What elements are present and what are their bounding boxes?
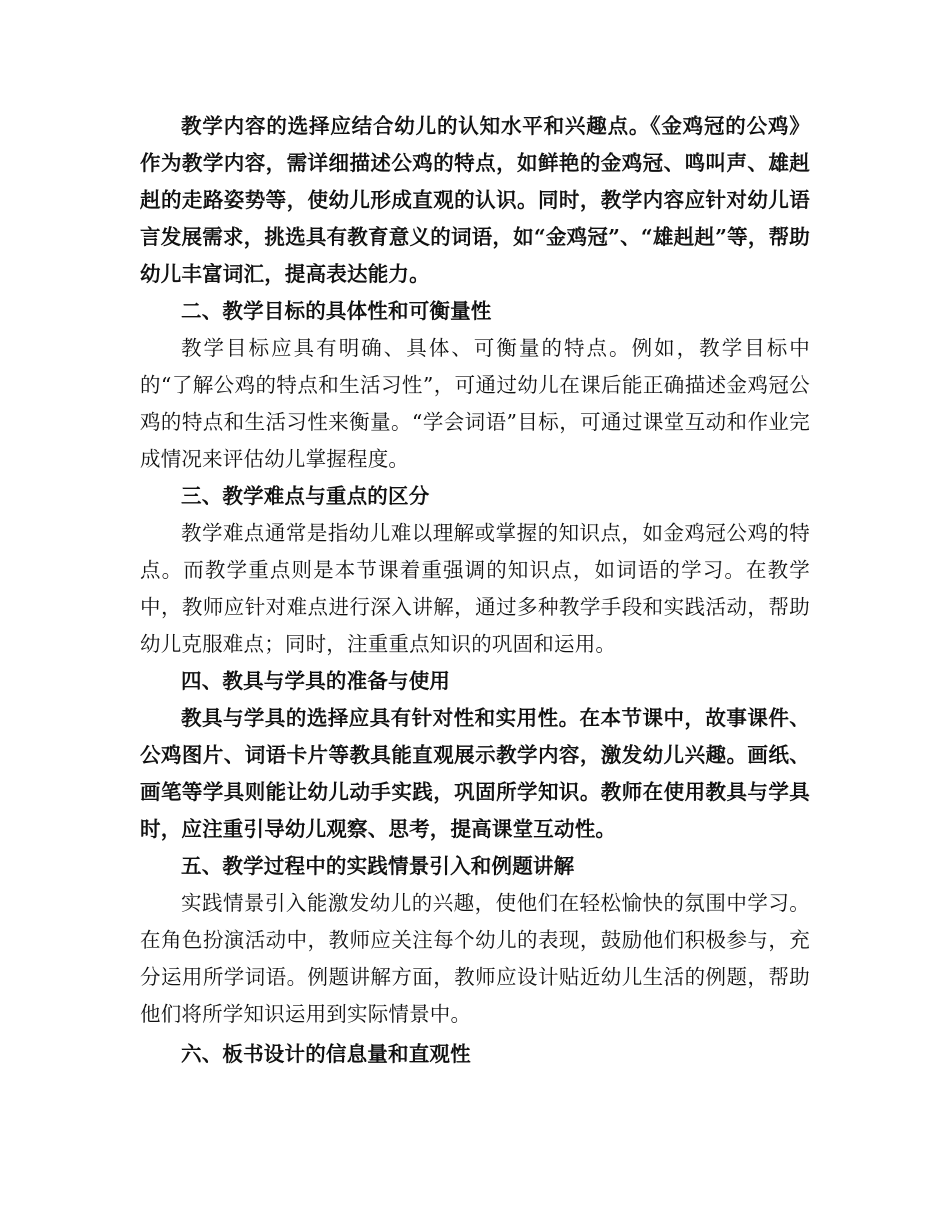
- document-body: [140, 108, 810, 1073]
- heading-blackboard-design: 六、板书设计的信息量和直观性: [181, 1042, 471, 1066]
- paragraph-teaching-aids: 教具与学具的选择应具有针对性和实用性。在本节课中，故事课件、公鸡图片、词语卡片等教具能直观展示教学内容，激发幼儿兴趣。画纸、画笔等学具则能让幼儿动手实践，巩固所学知识。教师在使用教具与学具时，应注重引导幼儿观察、思考，提高课堂互动性。: [140, 706, 810, 841]
- heading-teaching-objectives: 二、教学目标的具体性和可衡量性: [181, 299, 492, 323]
- paragraph-practice-scenario: 实践情景引入能激发幼儿的兴趣，使他们在轻松愉快的氛围中学习。在角色扮演活动中，教师应关注每个幼儿的表现，鼓励他们积极参与，充分运用所学词语。例题讲解方面，教师应设计贴近幼儿生活的例题，帮助他们将所学知识运用到实际情景中。: [140, 891, 810, 1026]
- heading-teaching-aids: 四、教具与学具的准备与使用: [181, 669, 451, 693]
- heading-difficulties-key-points: 三、教学难点与重点的区分: [181, 484, 430, 508]
- heading-practice-scenario: 五、教学过程中的实践情景引入和例题讲解: [181, 854, 575, 878]
- paragraph-teaching-content: 教学内容的选择应结合幼儿的认知水平和兴趣点。《金鸡冠的公鸡》作为教学内容，需详细描述公鸡的特点，如鲜艳的金鸡冠、鸣叫声、雄赳赳的走路姿势等，使幼儿形成直观的认识。同时，教学内容应针对幼儿语言发展需求，挑选具有教育意义的词语，如“金鸡冠”、“雄赳赳”等，帮助幼儿丰富词汇，提高表达能力。: [140, 114, 810, 286]
- paragraph-teaching-objectives: 教学目标应具有明确、具体、可衡量的特点。例如，教学目标中的“了解公鸡的特点和生活习性”，可通过幼儿在课后能正确描述金鸡冠公鸡的特点和生活习性来衡量。“学会词语”目标，可通过课堂互动和作业完成情况来评估幼儿掌握程度。: [140, 336, 810, 471]
- paragraph-difficulties-key-points: 教学难点通常是指幼儿难以理解或掌握的知识点，如金鸡冠公鸡的特点。而教学重点则是本节课着重强调的知识点，如词语的学习。在教学中，教师应针对难点进行深入讲解，通过多种教学手段和实践活动，帮助幼儿克服难点；同时，注重重点知识的巩固和运用。: [140, 521, 810, 656]
